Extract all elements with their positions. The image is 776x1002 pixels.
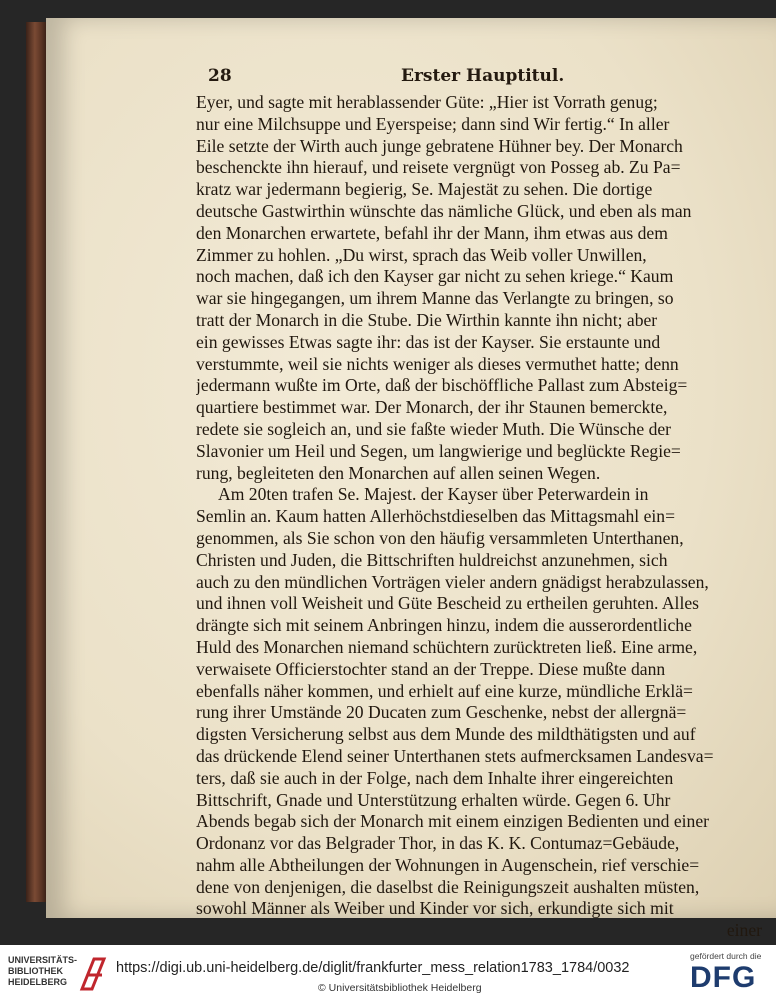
text-line: noch machen, daß ich den Kayser gar nicht zu sehen kriege.“ Kaum (196, 266, 674, 287)
scanned-page (46, 18, 776, 941)
text-line: und ihnen voll Weisheit und Güte Bescheid zu ertheilen geruhten. Alles (196, 593, 699, 614)
book-spine-edge (26, 22, 48, 902)
text-line: tratt der Monarch in die Stube. Die Wirthin kannte ihn nicht; aber (196, 309, 658, 330)
text-line: rung ihrer Umstände 20 Ducaten zum Geschenke, nebst der allergnä= (196, 702, 687, 723)
running-head: Erster Hauptitul. (401, 66, 565, 86)
dfg-logo-icon[interactable]: DFG (690, 961, 757, 994)
library-name-line: UNIVERSITÄTS- (8, 955, 78, 965)
page-header (196, 58, 776, 88)
text-line: kratz war jedermann begierig, Se. Majestät zu sehen. Die dortige (196, 179, 653, 200)
permalink-url[interactable]: https://digi.ub.uni-heidelberg.de/diglit/frankfurter_mess_relation1783_1784/0032 (116, 960, 630, 976)
text-line: drängte sich mit seinem Anbringen hinzu, indem die ausserordentliche (196, 615, 692, 636)
text-line: Abends begab sich der Monarch mit einem einzigen Bedienten und einer (196, 811, 709, 832)
text-line: war sie hingegangen, um ihrem Manne das Verlangte zu bringen, so (196, 288, 674, 309)
text-line: rung, begleiteten den Monarchen auf allen seinen Wegen. (196, 462, 601, 483)
text-line: nahm alle Abtheilungen der Wohnungen in Augenschein, rief verschie= (196, 854, 700, 875)
library-name-line: HEIDELBERG (8, 977, 68, 987)
text-line: Bittschrift, Gnade und Unterstützung erhalten würde. Gegen 6. Uhr (196, 789, 671, 810)
body-text (196, 92, 776, 942)
page-number: 28 (208, 66, 232, 86)
library-name-line: BIBLIOTHEK (8, 966, 63, 976)
text-block (196, 58, 776, 941)
catchword: einer (726, 920, 762, 941)
text-line: redete sie sogleich an, und sie faßte wieder Muth. Die Wünsche der (196, 418, 672, 439)
text-line: ebenfalls näher kommen, und erhielt auf eine kurze, mündliche Erklä= (196, 680, 693, 701)
text-line: Zimmer zu hohlen. „Du wirst, sprach das Weib voller Unwillen, (196, 244, 647, 265)
text-line: sowohl Männer als Weiber und Kinder vor sich, erkundigte sich mit (196, 898, 674, 919)
text-line: Ordonanz vor das Belgrader Thor, in das K. K. Contumaz=Gebäude, (196, 833, 680, 854)
text-line: den Monarchen erwartete, befahl ihr der Mann, ihm etwas aus dem (196, 222, 668, 243)
university-library-logo-icon[interactable] (78, 953, 108, 993)
text-line: Eile setzte der Wirth auch junge gebratene Hühner bey. Der Monarch (196, 135, 683, 156)
text-line: Christen und Juden, die Bittschriften huldreichst anzunehmen, sich (196, 549, 668, 570)
text-line: Semlin an. Kaum hatten Allerhöchstdieselben das Mittagsmahl ein= (196, 506, 675, 527)
text-line: verwaisete Officierstochter stand an der Treppe. Diese mußte dann (196, 658, 666, 679)
paragraph-start-line: Am 20ten trafen Se. Majest. der Kayser über Peterwardein in (218, 484, 649, 505)
text-line: Eyer, und sagte mit herablassender Güte: „Hier ist Vorrath genug; (196, 92, 658, 112)
text-line: nur eine Milchsuppe und Eyerspeise; dann sind Wir fertig.“ In aller (196, 113, 670, 134)
text-line: digsten Versicherung selbst aus dem Munde des mildthätigsten und auf (196, 724, 696, 745)
text-line: Slavonier um Heil und Segen, um langwierige und beglückte Regie= (196, 440, 681, 461)
text-line: genommen, als Sie schon von den häufig versammleten Unterthanen, (196, 527, 684, 548)
funding-note: gefördert durch die (690, 951, 762, 961)
library-name (8, 955, 77, 988)
text-line: beschenckte ihn hierauf, und reisete vergnügt von Posseg ab. Zu Pa= (196, 157, 681, 178)
text-line: deutsche Gastwirthin wünschte das nämliche Glück, und eben als man (196, 200, 692, 221)
footer-bar (0, 945, 776, 1002)
text-line: ein gewisses Etwas sagte ihr: das ist der Kayser. Sie erstaunte und (196, 331, 661, 352)
text-line: das drückende Elend seiner Unterthanen stets aufmercksamen Landesva= (196, 745, 714, 766)
text-line: ters, daß sie auch in der Folge, nach dem Inhalte ihrer eingereichten (196, 767, 674, 788)
text-line: jedermann wußte im Orte, daß der bischöffliche Pallast zum Absteig= (196, 375, 688, 396)
text-line: Huld des Monarchen niemand schüchtern zurücktreten ließ. Eine arme, (196, 636, 698, 657)
text-line: quartiere bestimmet war. Der Monarch, der ihr Staunen bemerckte, (196, 397, 668, 418)
text-line: dene von denjenigen, die daselbst die Reinigungszeit aushalten müsten, (196, 876, 700, 897)
text-line: verstummte, weil sie nichts weniger als dieses vermuthet hatte; denn (196, 353, 679, 374)
copyright-notice: © Universitätsbibliothek Heidelberg (318, 982, 482, 994)
text-line: auch zu den mündlichen Vorträgen vieler andern gnädigst herabzulassen, (196, 571, 709, 592)
